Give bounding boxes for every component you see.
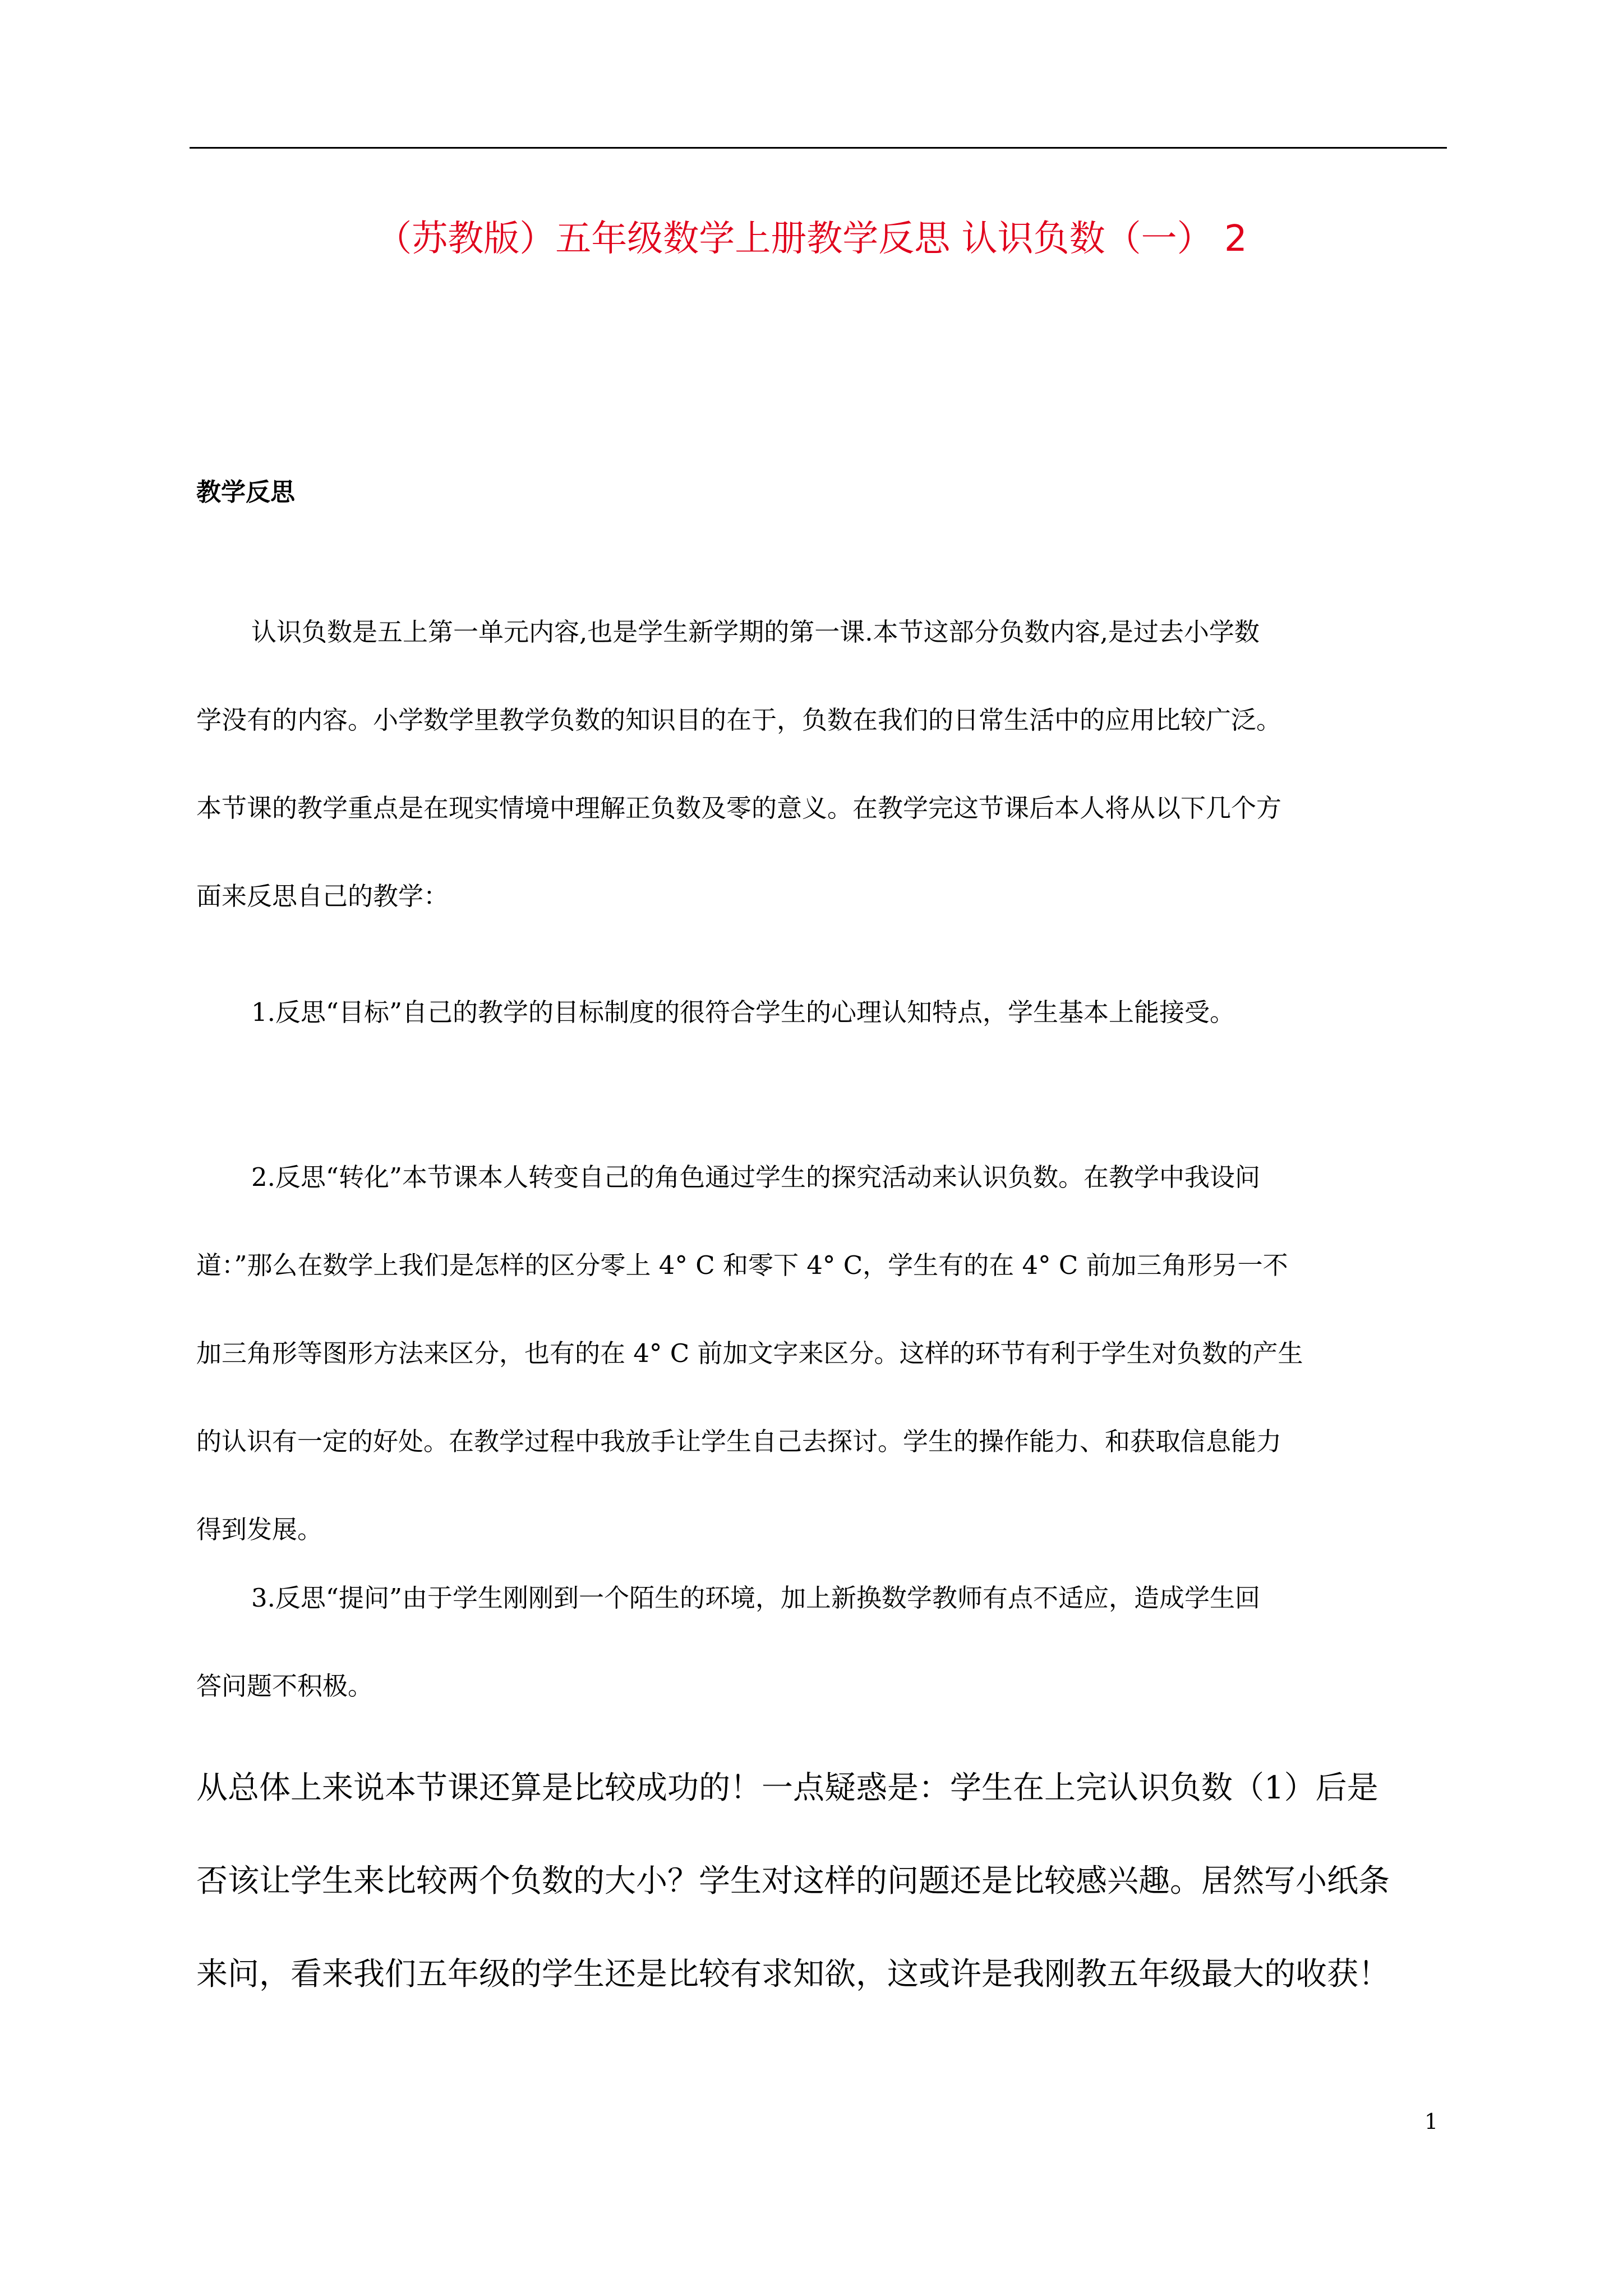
paragraph-line: 面来反思自己的教学： xyxy=(196,881,449,911)
paragraph-line: 学没有的内容。小学数学里教学负数的知识目的在于，负数在我们的日常生活中的应用比较广泛。 xyxy=(196,705,1282,735)
paragraph-line: 道：”那么在数学上我们是怎样的区分零上 4° C 和零下 4° C，学生有的在 4° C 前加三角形另一不 xyxy=(196,1250,1288,1280)
paragraph-line: 否该让学生来比较两个负数的大小？学生对这样的问题还是比较感兴趣。居然写小纸条 xyxy=(196,1863,1390,1899)
reflection-point-1 xyxy=(196,968,1447,1056)
conclusion-paragraph xyxy=(196,1742,1453,2021)
paragraph-line: 2.反思“转化”本节课本人转变自己的角色通过学生的探究活动来认识负数。在教学中我设问 xyxy=(251,1162,1260,1192)
paragraph-line: 加三角形等图形方法来区分，也有的在 4° C 前加文字来区分。这样的环节有利于学生对负数的产生 xyxy=(196,1338,1303,1368)
paragraph-line: 得到发展。 xyxy=(196,1515,323,1544)
paragraph-line: 的认识有一定的好处。在教学过程中我放手让学生自己去探讨。学生的操作能力、和获取信息能力 xyxy=(196,1427,1282,1456)
document-title: （苏教版）五年级数学上册教学反思 认识负数（一） 2 xyxy=(376,218,1247,260)
paragraph-line: 答问题不积极。 xyxy=(196,1671,374,1701)
paragraph-line: 1.反思“目标”自己的教学的目标制度的很符合学生的心理认知特点，学生基本上能接受。 xyxy=(251,997,1235,1027)
paragraph-line: 来问，看来我们五年级的学生还是比较有求知欲，这或许是我刚教五年级最大的收获！ xyxy=(196,1956,1390,1993)
paragraph-line: 从总体上来说本节课还算是比较成功的！一点疑惑是：学生在上完认识负数（1）后是 xyxy=(196,1770,1378,1806)
section-heading: 教学反思 xyxy=(196,478,295,507)
paragraph-line: 3.反思“提问”由于学生刚刚到一个陌生的环境，加上新换数学教师有点不适应，造成学生回 xyxy=(251,1583,1260,1613)
paragraph-line: 认识负数是五上第一单元内容,也是学生新学期的第一课.本节这部分负数内容,是过去小学数 xyxy=(251,617,1260,647)
reflection-point-2 xyxy=(196,1133,1447,1573)
intro-paragraph xyxy=(196,588,1447,940)
reflection-point-3 xyxy=(196,1554,1447,1730)
header-rule xyxy=(190,147,1447,149)
paragraph-line: 本节课的教学重点是在现实情境中理解正负数及零的意义。在教学完这节课后本人将从以下几个方 xyxy=(196,793,1282,823)
page-number: 1 xyxy=(1424,2109,1438,2134)
